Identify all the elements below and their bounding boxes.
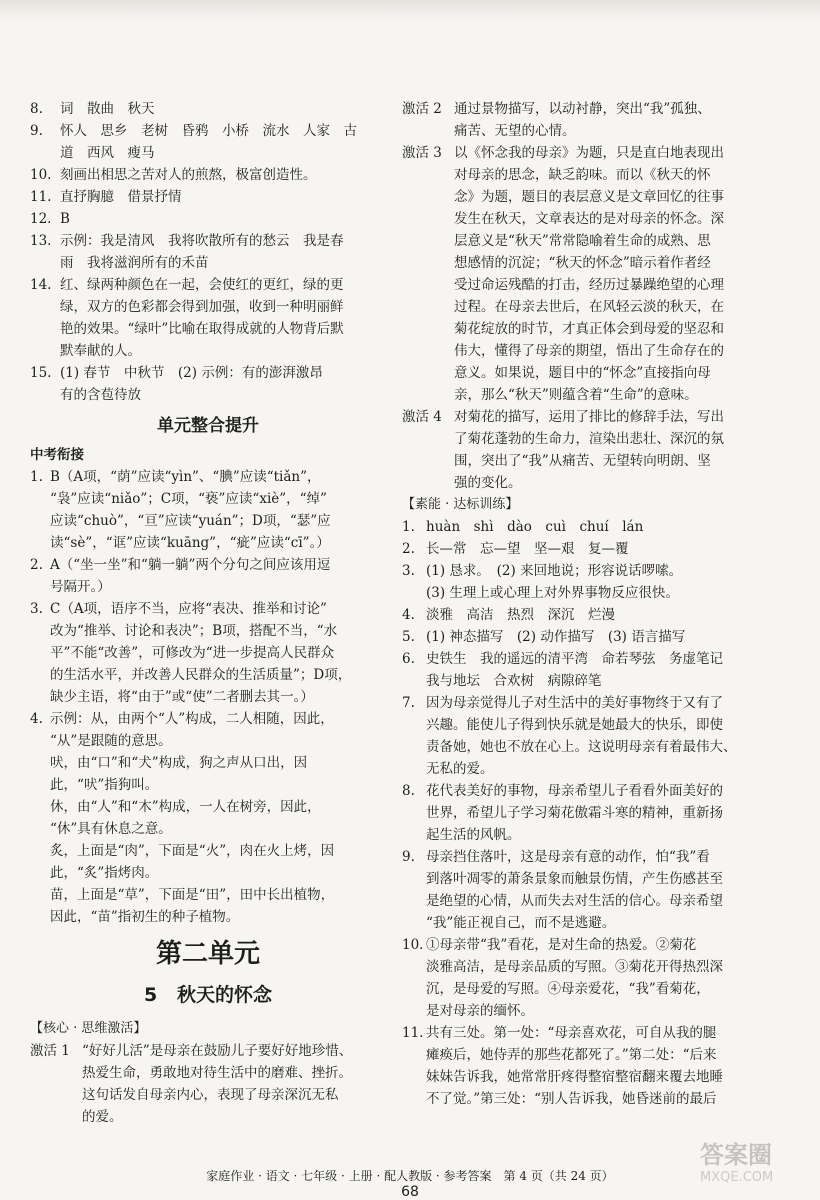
text-line: 此，“吠”指狗叫。 [50, 777, 159, 793]
text-line: 绿，双方的色彩都会得到加强，收到一种明丽鲜 [60, 299, 344, 315]
section-title: 单元整合提升 [157, 416, 259, 436]
text-line: 共有三处。第一处：“母亲喜欢花，可自从我的腿 [426, 1025, 717, 1041]
activation-text [82, 1040, 386, 1128]
text-line: 围，突出了“我”从痛苦、无望转向明朗、坚 [454, 453, 711, 469]
text-line: 以《怀念我的母亲》为题，只是直白地表现出 [454, 145, 724, 161]
item-text [426, 692, 774, 780]
text-line: 亲，那么“秋天”则蕴含着“生命”的意味。 [454, 387, 698, 403]
activation-label: 激活 1 [30, 1043, 70, 1059]
text-line: 无私的爱。 [426, 761, 494, 777]
text-line: 怀人 思乡 老树 昏鸦 小桥 流水 人家 古 [60, 123, 357, 139]
item-number: 5. [402, 629, 415, 645]
text-line: 的生活水平，并改善人民群众的生活质量”；D项， [50, 667, 352, 683]
text-line: 默奉献的人。 [60, 343, 141, 359]
text-line: 不了觉。”第三处：“别人告诉我，她昏迷前的最后 [426, 1091, 717, 1107]
item-text [60, 362, 386, 406]
text-line: 了菊花蓬勃的生命力，渲染出悲壮、深沉的氛 [454, 431, 724, 447]
text-line: 发生在秋天，文章表达的是对母亲的怀念。深 [454, 211, 724, 227]
text-line: 通过景物描写，以动衬静，突出“我”孤独、 [454, 101, 711, 117]
text-line: (1) 神态描写 (2) 动作描写 (3) 语言描写 [426, 629, 686, 645]
text-line: 世界，希望儿子学习菊花傲霜斗寒的精神，重新扬 [426, 805, 723, 821]
text-line: 兴趣。能使儿子得到快乐就是她最大的快乐，即使 [426, 717, 723, 733]
activation-list [402, 98, 774, 494]
answer-item [402, 648, 774, 692]
item-number: 3. [402, 563, 415, 579]
text-line: 淡雅高洁，是母亲品质的写照。③菊花开得热烈深 [426, 959, 723, 975]
text-line: huàn shì dào cuì chuí lán [426, 519, 644, 535]
text-line: 起生活的风帆。 [426, 827, 521, 843]
text-line: 到落叶凋零的萧条景象而触景伤情，产生伤感甚至 [426, 871, 723, 887]
sub-heading: 中考衔接 [30, 447, 84, 463]
activation-1 [30, 1040, 386, 1128]
text-line: “从”是跟随的意思。 [50, 733, 172, 749]
item-number: 14. [30, 277, 52, 293]
text-line: 吠，由“口”和“犬”构成，狗之声从口出，因 [50, 755, 308, 771]
exam-answer-list [30, 466, 386, 928]
text-line: 淡雅 高洁 热烈 深沉 烂漫 [426, 607, 615, 623]
item-number: 2. [402, 541, 415, 557]
text-line: 的爱。 [82, 1109, 123, 1125]
text-line: 瘫痪后，她侍弄的那些花都死了。”第二处：“后来 [426, 1047, 717, 1063]
item-number: 13. [30, 233, 52, 249]
page-number: 68 [401, 1184, 419, 1200]
text-line: (1) 恳求。 (2) 来回地说；形容说话啰嗦。 [426, 563, 683, 579]
answer-item [30, 208, 386, 230]
answer-item [30, 120, 386, 164]
item-text [50, 708, 386, 928]
text-line: A（“坐一坐”和“躺一躺”两个分句之间应该用逗 [50, 557, 331, 573]
training-heading: 【素能 · 达标训练】 [402, 497, 519, 512]
text-line: ①母亲带“我”看花，是对生命的热爱。②菊花 [426, 937, 697, 953]
answer-item [30, 598, 386, 708]
text-line: “休”具有休息之意。 [50, 821, 172, 837]
text-line: 苗，上面是“草”，下面是“田”，田中长出植物， [50, 887, 335, 903]
text-line: 休，由“人”和“木”构成，一人在树旁，因此， [50, 799, 321, 815]
core-heading: 【核心 · 思维激活】 [30, 1021, 147, 1036]
item-text [454, 406, 774, 494]
answer-item [402, 142, 774, 406]
left-column [30, 98, 386, 1128]
text-line: “好好儿活”是母亲在鼓励儿子要好好地珍惜、 [82, 1043, 353, 1059]
text-line: 痛苦、无望的心情。 [454, 123, 576, 139]
answer-item [402, 846, 774, 934]
answer-item [30, 362, 386, 406]
text-line: 我与地坛 合欢树 病隙碎笔 [426, 673, 602, 689]
item-number: 2. [30, 557, 43, 573]
answer-item [30, 554, 386, 598]
answer-list-lesson-4 [30, 98, 386, 406]
text-line: 此，“炙”指烤肉。 [50, 865, 159, 881]
item-text [454, 142, 774, 406]
item-text [454, 98, 774, 142]
answer-item [30, 186, 386, 208]
page-footer: 家庭作业 · 语文 · 七年级 · 上册 · 配人教版 · 参考答案 第 4 页（共 24 页） [206, 1169, 614, 1183]
item-number: 4. [30, 711, 43, 727]
answer-item [402, 1022, 774, 1110]
lesson-number: 5 [143, 984, 158, 1006]
text-line: 伟大，懂得了母亲的期望，悟出了生命存在的 [454, 343, 724, 359]
text-line: 雨 我将滋润所有的禾苗 [60, 255, 209, 271]
answer-item [402, 604, 774, 626]
item-number: 激活 3 [402, 145, 442, 161]
text-line: 长—常 忘—望 坚—艰 复—覆 [426, 541, 629, 557]
answer-item [30, 274, 386, 362]
item-text [50, 466, 386, 554]
item-text [426, 1022, 774, 1110]
text-line: 号隔开。） [50, 579, 111, 595]
training-answer-list [402, 516, 774, 1110]
item-number: 15. [30, 365, 52, 381]
item-number: 10. [30, 167, 52, 183]
item-text [426, 934, 774, 1022]
answer-item [402, 780, 774, 846]
item-number: 3. [30, 601, 43, 617]
item-text [60, 98, 386, 120]
text-line: 刻画出相思之苦对人的煎熬，极富创造性。 [60, 167, 317, 183]
text-line: 因为母亲觉得儿子对生活中的美好事物终于又有了 [426, 695, 723, 711]
text-line: 是对母亲的缅怀。 [426, 1003, 534, 1019]
item-text [60, 208, 386, 230]
scan-top-edge [0, 0, 820, 22]
item-text [426, 516, 774, 538]
item-text [60, 186, 386, 208]
text-line: 母亲挡住落叶，这是母亲有意的动作，怕“我”看 [426, 849, 710, 865]
text-line: 缺少主语，将“由于”或“使”二者删去其一。） [50, 689, 314, 705]
text-line: 意义。如果说，题目中的“怀念”直接指向母 [454, 365, 711, 381]
item-text [426, 648, 774, 692]
text-line: 示例：从，由两个“人”构成，二人相随，因此， [50, 711, 334, 727]
item-text [426, 560, 774, 604]
answer-item [402, 516, 774, 538]
item-text [60, 274, 386, 362]
text-line: (1) 春节 中秋节 (2) 示例：有的澎湃激昂 [60, 365, 323, 381]
text-line: (3) 生理上或心理上对外界事物反应很快。 [426, 585, 679, 601]
unit-title: 第二单元 [155, 939, 260, 969]
item-number: 激活 2 [402, 101, 442, 117]
item-text [426, 780, 774, 846]
item-text [426, 538, 774, 560]
item-number: 1. [402, 519, 415, 535]
item-text [426, 626, 774, 648]
text-line: 花代表美好的事物，母亲希望儿子看看外面美好的 [426, 783, 723, 799]
text-line: 改为“推举、讨论和表决”；B项，搭配不当，“水 [50, 623, 338, 639]
watermark-logo [700, 1140, 810, 1196]
text-line: 妹妹告诉我，她常常肝疼得整宿整宿翻来覆去地睡 [426, 1069, 723, 1085]
text-line: “袅”应读“niǎo”；C项，“亵”应读“xiè”，“绰” [50, 491, 327, 507]
lesson-name: 秋天的怀念 [177, 984, 273, 1006]
answer-item [402, 98, 774, 142]
text-line: 对菊花的描写，运用了排比的修辞手法，写出 [454, 409, 724, 425]
item-text [60, 164, 386, 186]
text-line: 菊花绽放的时节，才真正体会到母爱的坚忍和 [454, 321, 724, 337]
text-line: 想感情的沉淀；“秋天的怀念”暗示着作者经 [454, 255, 711, 271]
item-number: 9. [402, 849, 415, 865]
answer-item [402, 934, 774, 1022]
text-line: B [60, 211, 70, 227]
text-line: 史铁生 我的遥远的清平湾 命若琴弦 务虚笔记 [426, 651, 723, 667]
text-line: 是绝望的心情，从而失去对生活的信心。母亲希望 [426, 893, 723, 909]
answer-item [30, 708, 386, 928]
answer-item [30, 98, 386, 120]
text-line: 有的含苞待放 [60, 387, 141, 403]
text-line: 词 散曲 秋天 [60, 101, 155, 117]
watermark-url: MXQE.COM [700, 1170, 774, 1185]
item-number: 11. [30, 189, 52, 205]
item-number: 6. [402, 651, 415, 667]
text-line: 因此，“苗”指初生的种子植物。 [50, 909, 240, 925]
answer-item [402, 692, 774, 780]
item-text [426, 846, 774, 934]
item-number: 1. [30, 469, 43, 485]
text-line: 示例：我是清风 我将吹散所有的愁云 我是春 [60, 233, 344, 249]
text-line: C（A项，语序不当，应将“表决、推举和讨论” [50, 601, 327, 617]
item-text [426, 604, 774, 626]
item-text [60, 120, 386, 164]
item-number: 7. [402, 695, 415, 711]
text-line: 层意义是“秋天”常常隐喻着生命的成熟、思 [454, 233, 711, 249]
item-text [50, 598, 386, 708]
text-line: 责备她，她也不放在心上。这说明母亲有着最伟大、 [426, 739, 737, 755]
item-number: 9. [30, 123, 43, 139]
item-text [60, 230, 386, 274]
text-line: 红、绿两种颜色在一起，会使红的更红，绿的更 [60, 277, 344, 293]
text-line: 道 西风 瘦马 [60, 145, 155, 161]
answer-item [30, 164, 386, 186]
item-number: 10. [402, 937, 424, 953]
text-line: 炙，上面是“肉”，下面是“火”，肉在火上烤，因 [50, 843, 335, 859]
item-number: 激活 4 [402, 409, 442, 425]
text-line: 过程。在母亲去世后，在风轻云淡的秋天，在 [454, 299, 724, 315]
item-number: 12. [30, 211, 52, 227]
item-number: 8. [402, 783, 415, 799]
text-line: 沉，是母爱的写照。④母亲爱花，“我”看菊花， [426, 981, 710, 997]
text-line: 读“sè”，“诓”应读“kuāng”，“疵”应读“cī”。） [50, 535, 330, 551]
text-line: 艳的效果。“绿叶”比喻在取得成就的人物背后默 [60, 321, 344, 337]
answer-item [402, 560, 774, 604]
watermark-text: 答案圈 [700, 1141, 772, 1169]
text-line: 平”不能“改善”，可修改为“进一步提高人民群众 [50, 645, 335, 661]
item-text [50, 554, 386, 598]
text-line: B（A项，“荫”应读“yìn”、“腆”应读“tiǎn”， [50, 469, 321, 485]
text-line: 热爱生命，勇敢地对待生活中的磨难、挫折。 [82, 1065, 352, 1081]
item-number: 8. [30, 101, 43, 117]
text-line: 应读“chuò”，“亘”应读“yuán”；D项，“瑟”应 [50, 513, 331, 529]
lesson-title [30, 978, 386, 1012]
text-line: “我”能正视自己，而不是逃避。 [426, 915, 616, 931]
item-number: 4. [402, 607, 415, 623]
answer-item [402, 626, 774, 648]
item-number: 11. [402, 1025, 424, 1041]
text-line: 念》为题，题目的表层意义是文章回忆的往事 [454, 189, 724, 205]
text-line: 受过命运残酷的打击，经历过暴躁绝望的心理 [454, 277, 724, 293]
answer-item [402, 538, 774, 560]
text-line: 强的变化。 [454, 475, 522, 491]
text-line: 对母亲的思念，缺乏韵味。而以《秋天的怀 [454, 167, 711, 183]
text-line: 这句话发自母亲内心，表现了母亲深沉无私 [82, 1087, 339, 1103]
answer-item [402, 406, 774, 494]
answer-item [30, 466, 386, 554]
right-column [402, 98, 774, 1110]
text-line: 直抒胸臆 借景抒情 [60, 189, 182, 205]
answer-item [30, 230, 386, 274]
